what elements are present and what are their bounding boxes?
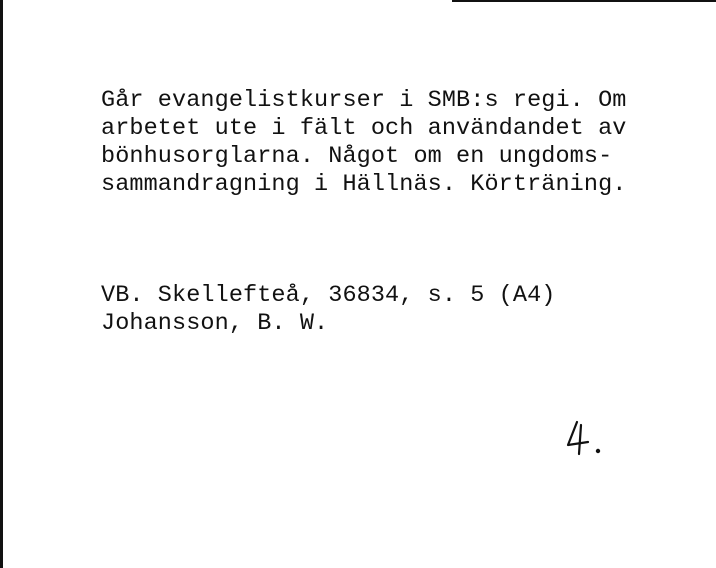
description-line-3: bönhusorglarna. Något om en ungdoms- [101, 143, 613, 170]
description-line-4: sammandragning i Hällnäs. Körträning. [101, 171, 627, 198]
card-left-edge [0, 0, 3, 568]
description-line-2: arbetet ute i fält och användandet av [101, 115, 627, 142]
author-line: Johansson, B. W. [101, 310, 329, 337]
description-line-1: Går evangelistkurser i SMB:s regi. Om [101, 87, 627, 114]
handwritten-number-mark [565, 418, 615, 458]
card-top-edge [452, 0, 716, 2]
reference-line: VB. Skellefteå, 36834, s. 5 (A4) [101, 282, 556, 309]
